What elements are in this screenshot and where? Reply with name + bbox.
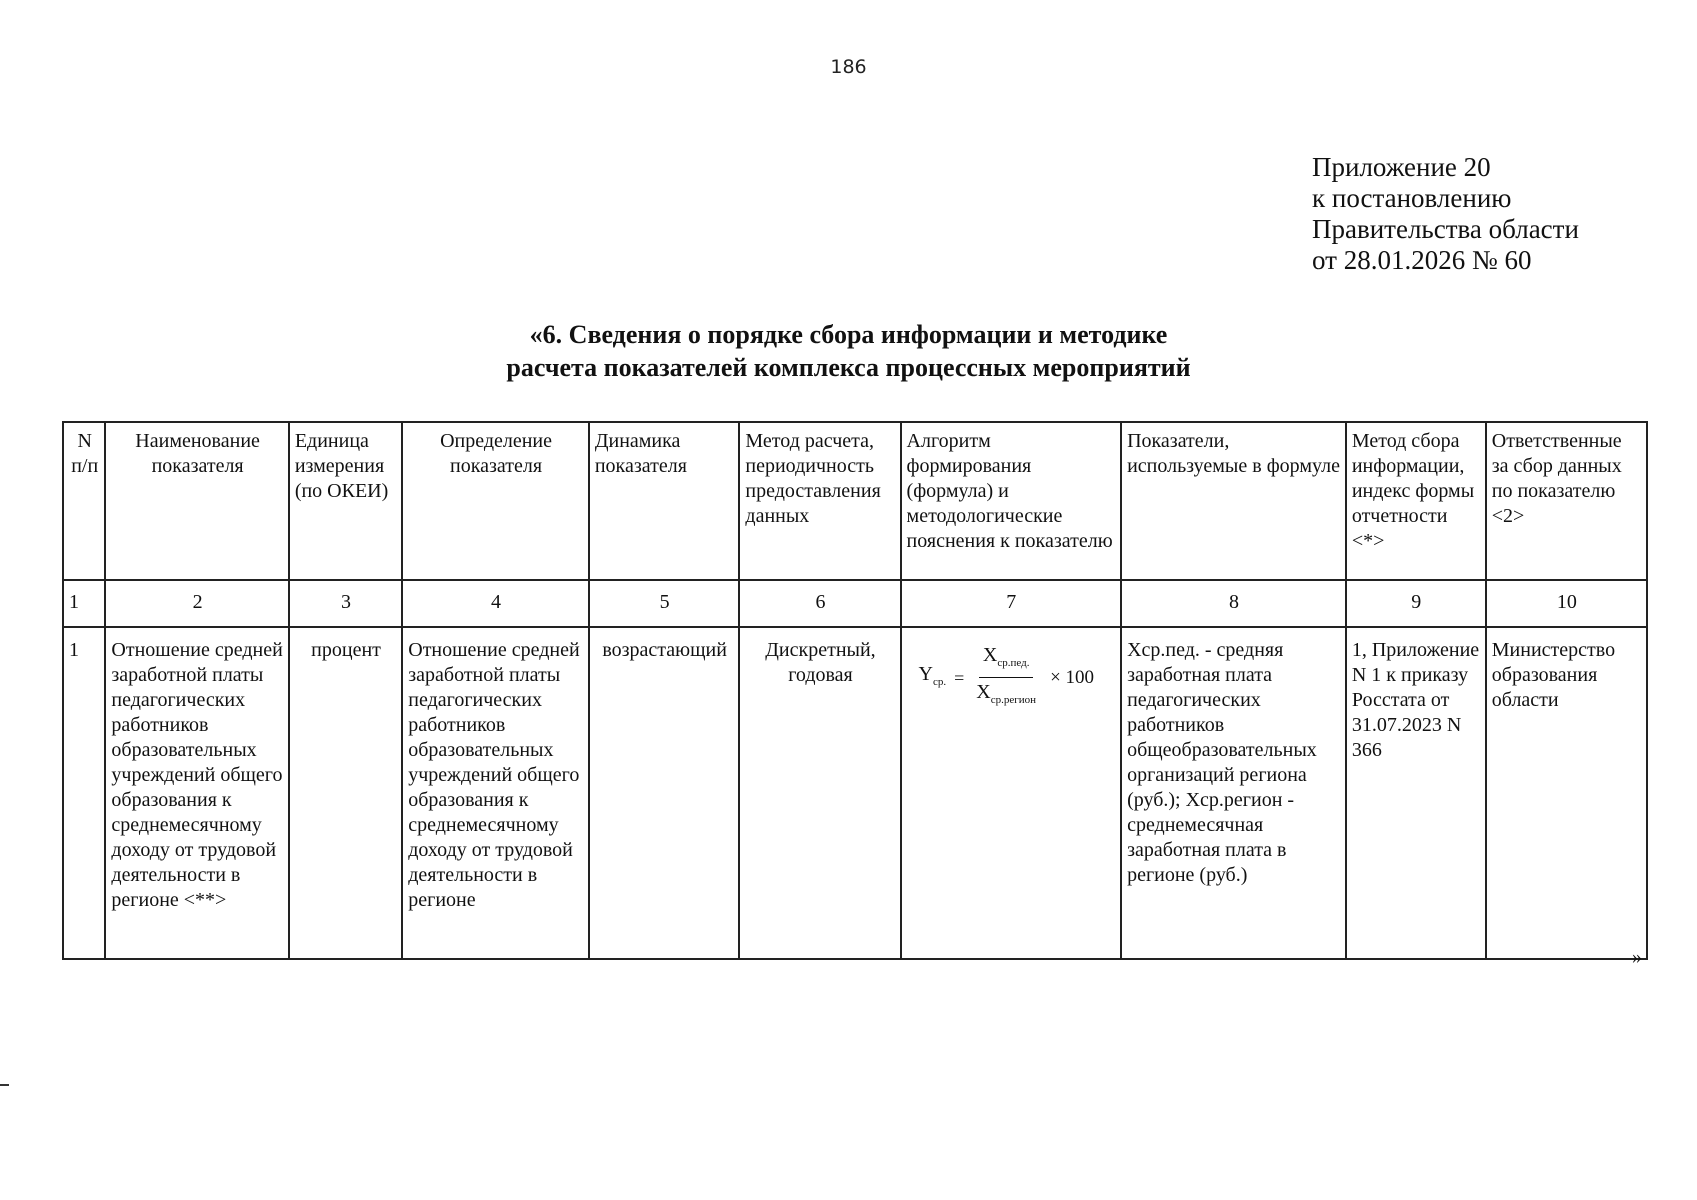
formula-lhs: [919, 663, 947, 693]
page-number: 186: [830, 56, 867, 78]
column-number-row: [63, 580, 1647, 627]
header-cell: Метод расчета, периодичность предоставления данных: [739, 422, 900, 580]
definition-cell: Отношение средней заработной платы педагогических работников образовательных учреждений общего образования к среднемесячному доходу от трудовой деятельности в регионе: [402, 627, 589, 959]
closing-quote: »: [1632, 946, 1642, 968]
header-cell: Определение показателя: [402, 422, 589, 580]
table-row: [63, 627, 1647, 959]
numerator-symbol: X: [982, 644, 998, 666]
numerator-subscript: ср.пед.: [997, 657, 1030, 669]
indicators-cell: Хср.пед. - средняя заработная плата педагогических работников общеобразовательных организаций региона (руб.); Хср.регион - среднемесячная заработная плата в регионе (руб.): [1121, 627, 1346, 959]
formula-cell: [901, 627, 1122, 959]
margin-mark: [0, 1084, 9, 1086]
indicators-table: [62, 421, 1648, 960]
denominator-symbol: X: [976, 681, 991, 703]
header-cell: Наименование показателя: [105, 422, 288, 580]
column-number: 7: [901, 580, 1122, 627]
formula-denominator: [972, 678, 1040, 711]
appendix-line: к постановлению: [1312, 183, 1512, 213]
header-cell: Динамика показателя: [589, 422, 740, 580]
header-cell: Единица измерения (по ОКЕИ): [289, 422, 402, 580]
column-number: 3: [289, 580, 402, 627]
column-number: 4: [402, 580, 589, 627]
row-number: 1: [63, 627, 105, 959]
formula-multiplier: × 100: [1050, 666, 1095, 688]
formula-numerator: [979, 644, 1034, 678]
column-number: 8: [1121, 580, 1346, 627]
appendix-line: Правительства области: [1312, 214, 1579, 244]
column-number: 5: [589, 580, 740, 627]
column-number: 10: [1486, 580, 1647, 627]
appendix-block: [1312, 152, 1579, 276]
indicator-name: Отношение средней заработной платы педагогических работников образовательных учреждений общего образования к среднемесячному доходу от трудовой деятельности в регионе <**>: [105, 627, 288, 959]
document-title: [0, 318, 1697, 384]
dynamics-cell: возрастающий: [589, 627, 740, 959]
header-cell: Показатели, используемые в формуле: [1121, 422, 1346, 580]
title-line: «6. Сведения о порядке сбора информации и методике: [529, 320, 1168, 349]
responsible-cell: Министерство образования области: [1486, 627, 1647, 959]
column-number: 2: [105, 580, 288, 627]
appendix-line: от 28.01.2026 № 60: [1312, 245, 1532, 275]
header-cell: Метод сбора информации, индекс формы отчетности <*>: [1346, 422, 1486, 580]
method-cell: Дискретный, годовая: [739, 627, 900, 959]
formula-lhs-symbol: Y: [918, 662, 933, 685]
formula-lhs-subscript: ср.: [933, 675, 947, 688]
unit-cell: процент: [289, 627, 402, 959]
column-number: 6: [739, 580, 900, 627]
formula-equals: =: [954, 667, 965, 688]
formula: [907, 644, 1117, 711]
denominator-subscript: ср.регион: [990, 694, 1037, 706]
header-cell: N п/п: [63, 422, 105, 580]
header-cell: Ответственные за сбор данных по показателю <2>: [1486, 422, 1647, 580]
title-line: расчета показателей комплекса процессных мероприятий: [506, 353, 1191, 382]
column-number: 9: [1346, 580, 1486, 627]
collection-method-cell: 1, Приложение N 1 к приказу Росстата от 31.07.2023 N 366: [1346, 627, 1486, 959]
header-cell: Алгоритм формирования (формула) и методологические пояснения к показателю: [901, 422, 1122, 580]
table-header-row: [63, 422, 1647, 580]
formula-fraction: [972, 644, 1040, 711]
column-number: 1: [63, 580, 105, 627]
appendix-line: Приложение 20: [1312, 152, 1491, 182]
